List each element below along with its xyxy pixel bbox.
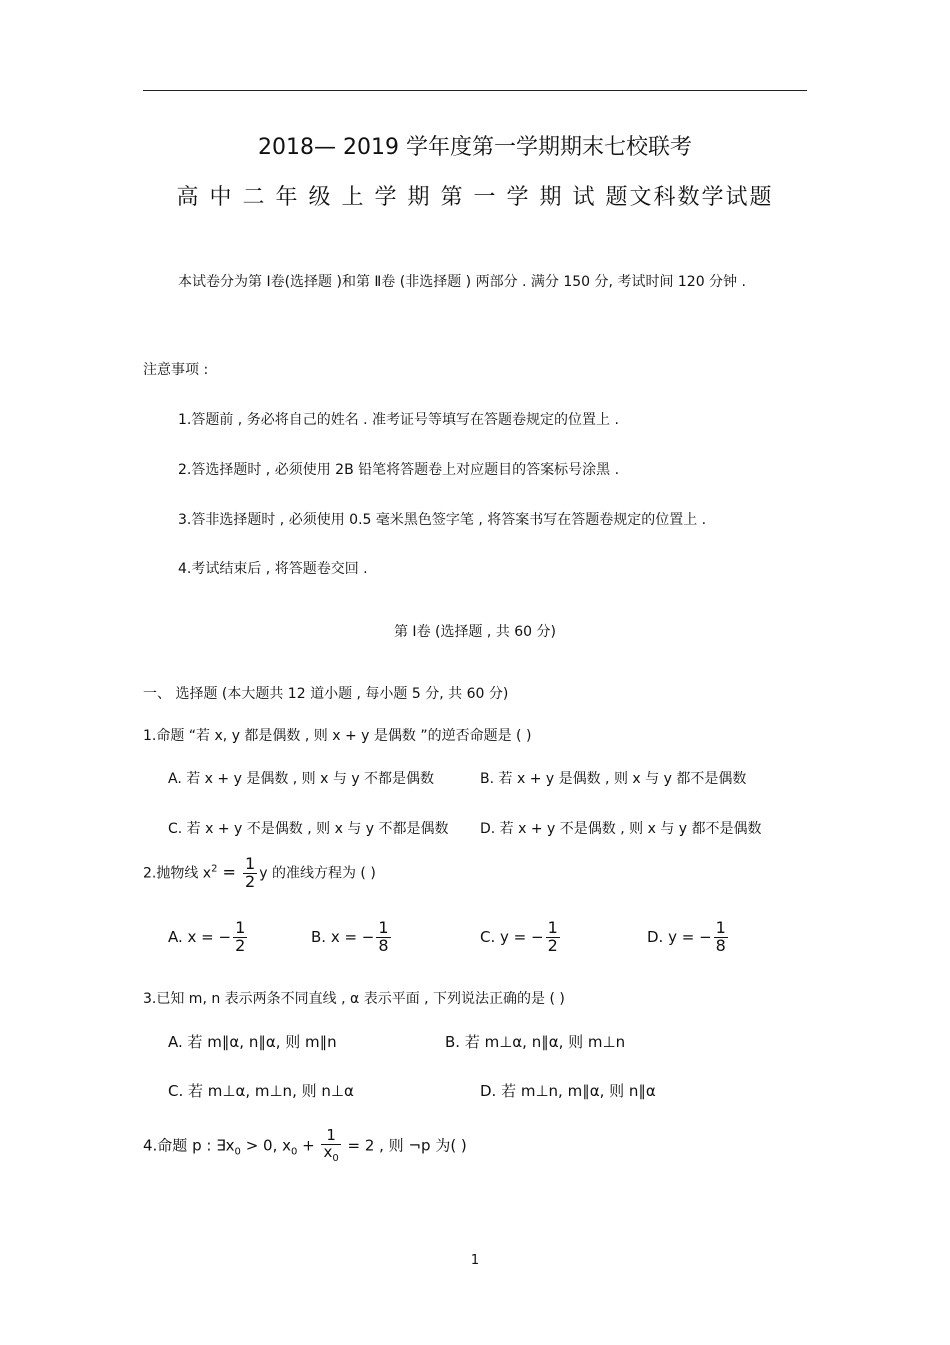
q2-equals: = <box>217 862 242 882</box>
note-item-2: 2.答选择题时 , 必须使用 2B 铅笔将答题卷上对应题目的答案标号涂黑 . <box>178 462 620 478</box>
q4-fraction <box>321 1128 340 1164</box>
section1-heading: 一、 选择题 (本大题共 12 道小题 , 每小题 5 分, 共 60 分) <box>143 686 509 702</box>
q2-stem-denominator: 2 <box>245 871 256 891</box>
q2-stem-suffix: y 的准线方程为 ( ) <box>259 865 376 882</box>
q2-option-b-numerator: 1 <box>378 918 389 937</box>
q2-option-b <box>311 920 393 955</box>
q2-stem-numerator: 1 <box>245 854 256 873</box>
q2-option-d-prefix: D. y = − <box>647 927 712 946</box>
q3-option-a: A. 若 m∥α, n∥α, 则 m∥n <box>168 1033 337 1051</box>
q2-option-a <box>168 920 249 955</box>
q4-subscript-0: 0 <box>234 1146 241 1158</box>
q2-option-d-denominator: 8 <box>715 935 726 955</box>
q3-option-b: B. 若 m⊥α, n∥α, 则 m⊥n <box>445 1033 626 1051</box>
q4-denominator-subscript: 0 <box>332 1152 339 1164</box>
q2-option-b-fraction <box>376 920 390 955</box>
q2-exponent: 2 <box>211 863 218 875</box>
note-item-4: 4.考试结束后 , 将答题卷交回 . <box>178 561 368 577</box>
q4-denominator-base: x <box>323 1142 333 1161</box>
q2-option-c-fraction <box>546 920 560 955</box>
q1-option-a: A. 若 x + y 是偶数 , 则 x 与 y 不都是偶数 <box>168 771 435 787</box>
q2-stem-prefix: 2.抛物线 x <box>143 865 212 882</box>
q2-option-d-numerator: 1 <box>715 918 726 937</box>
q4-numerator: 1 <box>321 1128 340 1145</box>
q2-option-a-prefix: A. x = − <box>168 927 232 946</box>
q4-stem <box>143 1128 467 1164</box>
q3-stem: 3.已知 m, n 表示两条不同直线 , α 表示平面 , 下列说法正确的是 ( ) <box>143 991 565 1007</box>
q3-option-c: C. 若 m⊥α, m⊥n, 则 n⊥α <box>168 1082 354 1100</box>
q2-option-a-fraction <box>233 920 247 955</box>
q4-stem-prefix: 4.命题 p : ∃x <box>143 1136 235 1155</box>
q2-option-b-denominator: 8 <box>378 935 389 955</box>
exam-title-line1: 2018— 2019 学年度第一学期期末七校联考 <box>258 135 692 160</box>
q3-option-d: D. 若 m⊥n, m∥α, 则 n∥α <box>480 1082 656 1100</box>
q2-option-d-fraction <box>714 920 728 955</box>
q2-option-b-prefix: B. x = − <box>311 927 375 946</box>
q4-denominator <box>321 1142 340 1165</box>
q4-plus: + <box>297 1136 320 1155</box>
part1-heading: 第 Ⅰ卷 (选择题 , 共 60 分) <box>393 624 557 640</box>
note-item-3: 3.答非选择题时 , 必须使用 0.5 毫米黑色签字笔 , 将答案书写在答题卷规定的位置上 . <box>178 512 707 528</box>
q1-option-b: B. 若 x + y 是偶数 , 则 x 与 y 都不是偶数 <box>480 771 747 787</box>
q1-option-d: D. 若 x + y 不是偶数 , 则 x 与 y 都不是偶数 <box>480 821 762 837</box>
q2-option-c-prefix: C. y = − <box>480 927 544 946</box>
q1-stem: 1.命题 “若 x, y 都是偶数 , 则 x + y 是偶数 ”的逆否命题是 ( ) <box>143 728 532 744</box>
page-number: 1 <box>470 1253 480 1268</box>
q2-stem-fraction <box>243 856 257 891</box>
note-item-1: 1.答题前 , 务必将自己的姓名 . 准考证号等填写在答题卷规定的位置上 . <box>178 412 619 428</box>
q2-stem <box>143 856 376 891</box>
exam-title-line2: 高 中 二 年 级 上 学 期 第 一 学 期 试 题文科数学试题 <box>176 185 774 210</box>
header-rule <box>143 90 807 91</box>
intro-text: 本试卷分为第 Ⅰ卷(选择题 )和第 Ⅱ卷 (非选择题 ) 两部分 . 满分 150 分, 考试时间 120 分钟 . <box>178 274 746 290</box>
q2-option-d <box>647 920 730 955</box>
q2-option-c-numerator: 1 <box>547 918 558 937</box>
q2-option-c-denominator: 2 <box>547 935 558 955</box>
q1-option-c: C. 若 x + y 不是偶数 , 则 x 与 y 不都是偶数 <box>168 821 449 837</box>
q4-stem-middle: > 0, x <box>240 1136 291 1155</box>
q2-option-a-numerator: 1 <box>235 918 246 937</box>
notes-heading: 注意事项 : <box>143 362 209 378</box>
q4-subscript-1: 0 <box>290 1146 298 1158</box>
q4-stem-suffix: = 2 , 则 ¬p 为( ) <box>342 1136 467 1155</box>
q2-option-a-denominator: 2 <box>235 935 246 955</box>
q2-option-c <box>480 920 562 955</box>
